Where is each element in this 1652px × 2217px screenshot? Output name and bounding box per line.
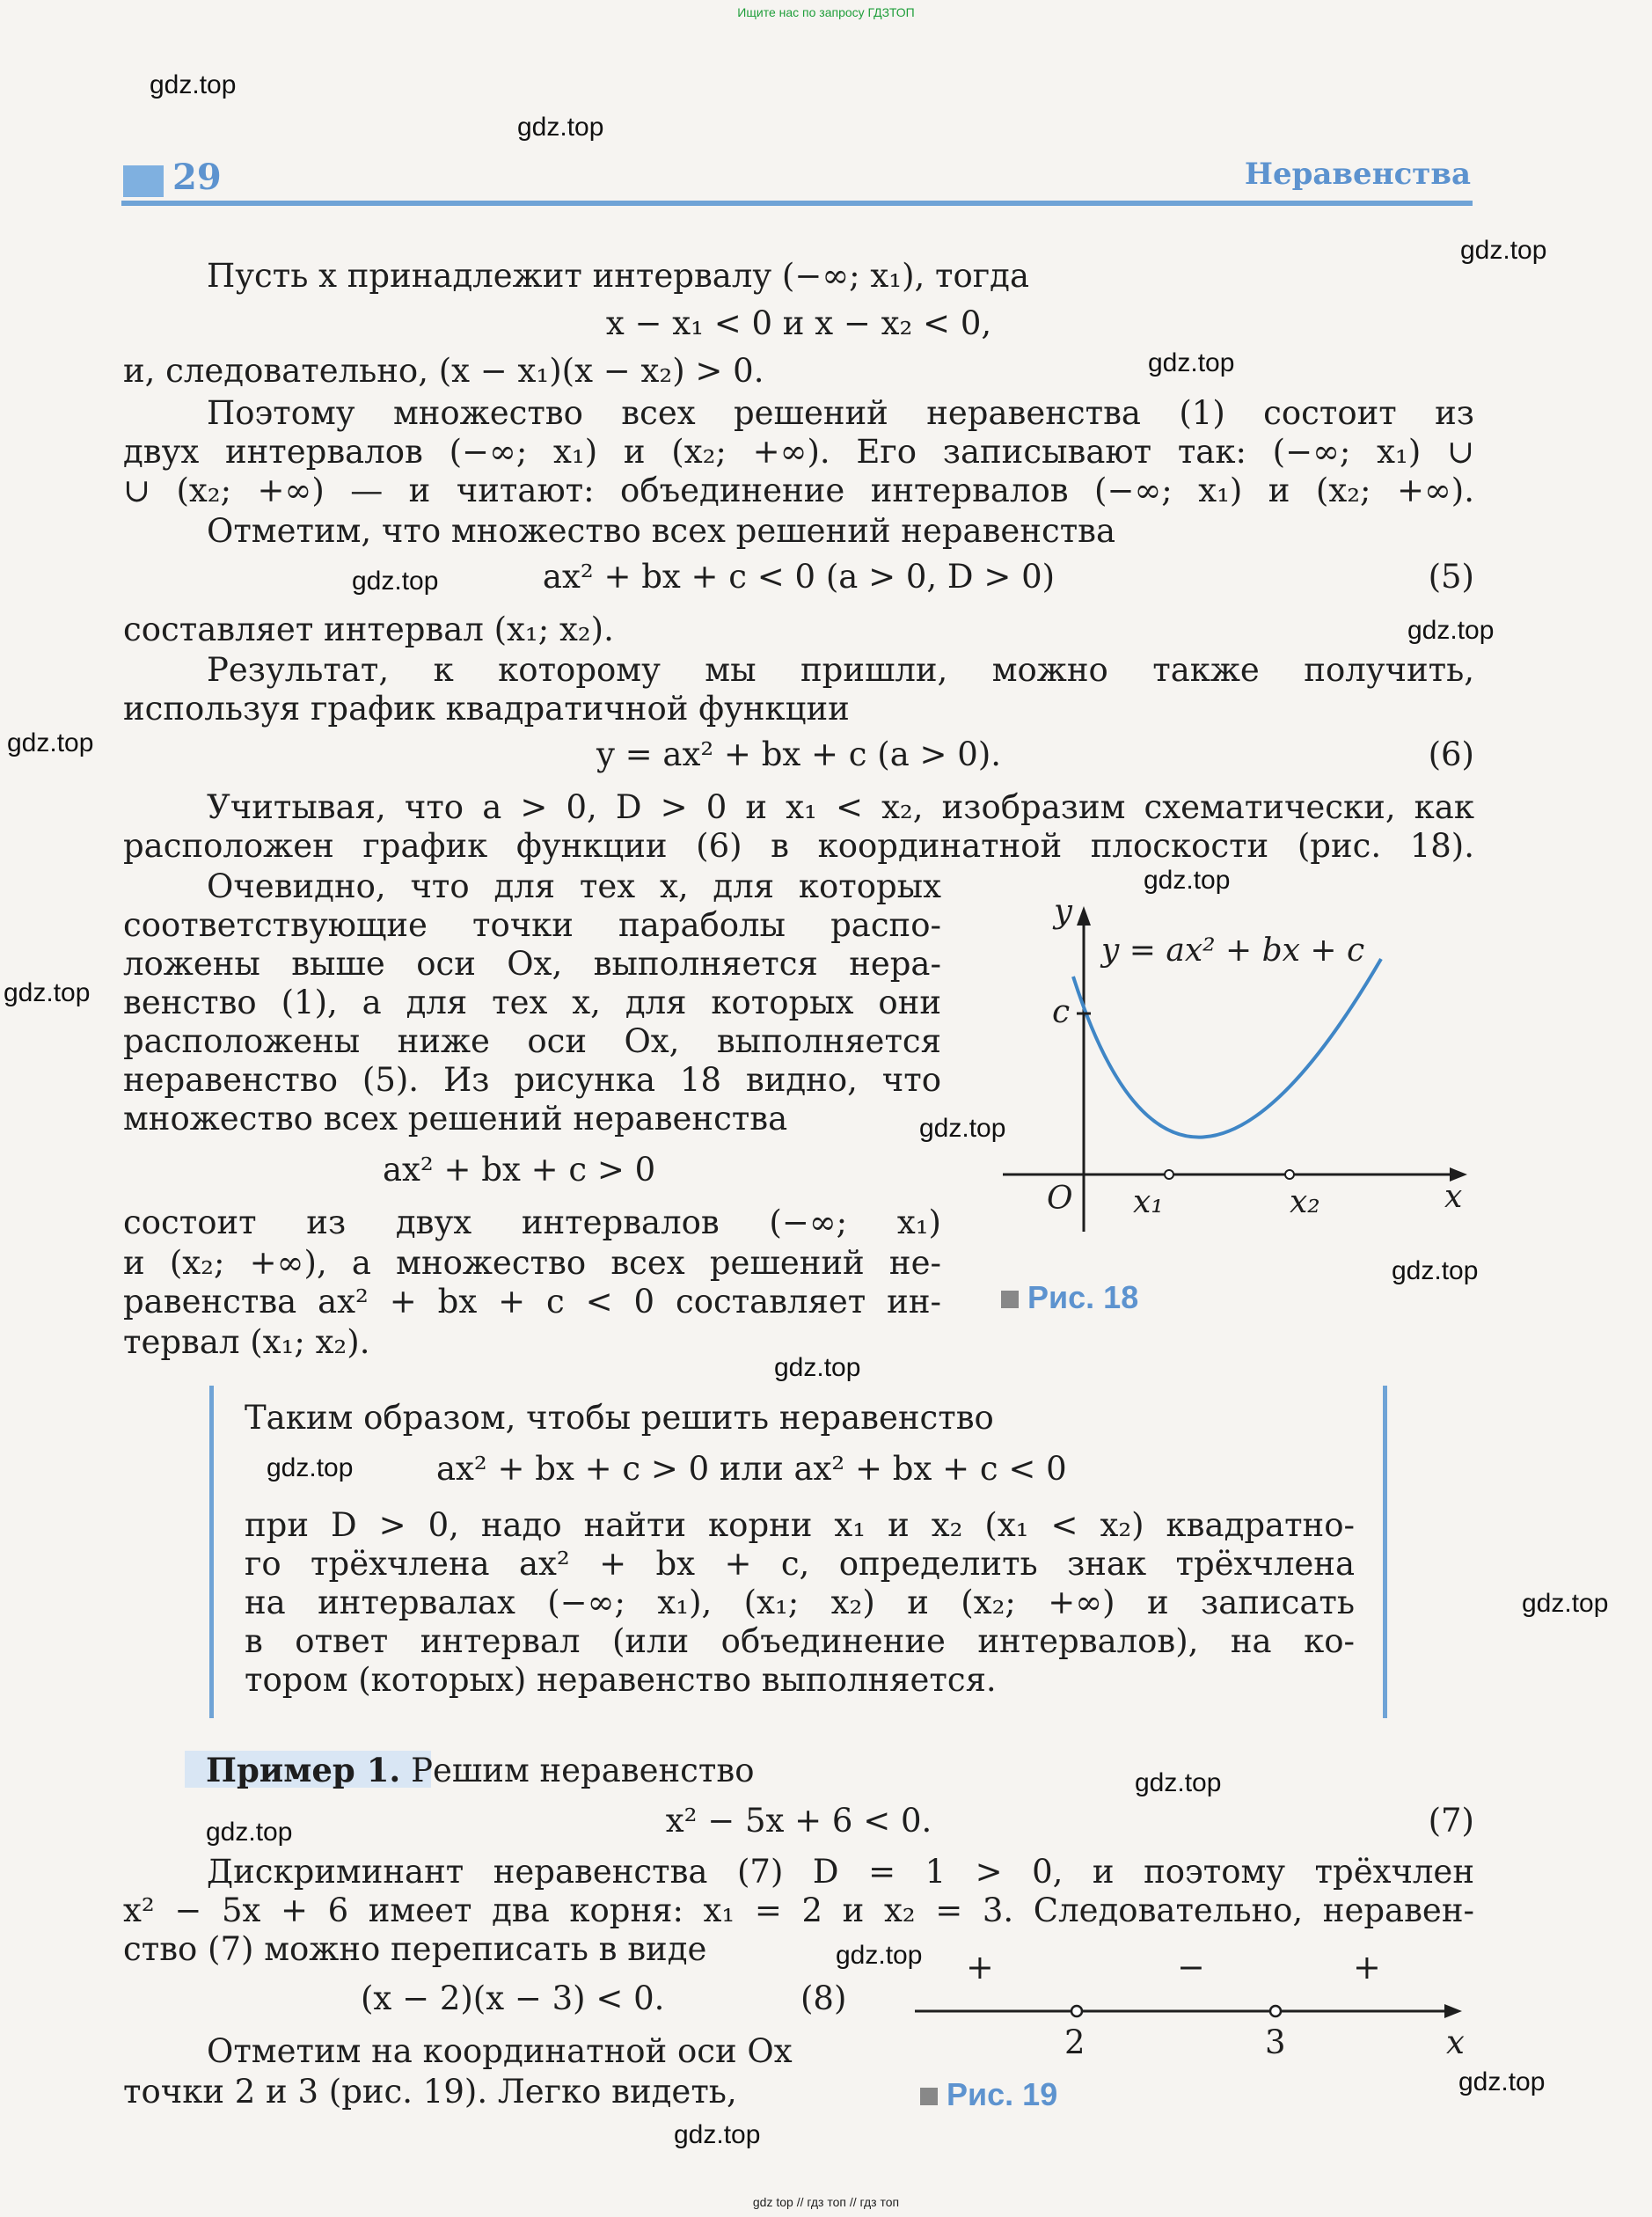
- fig18-x2-label: x₂: [1290, 1184, 1320, 1220]
- rule-text: тором (которых) неравенство выполняется.: [245, 1661, 997, 1699]
- text-line: двух интервалов (−∞; x₁) и (x₂; +∞). Его записывают так: (−∞; x₁) ∪: [123, 433, 1474, 471]
- page-badge: [123, 165, 164, 197]
- text-line: неравенство (5). Из рисунка 18 видно, что: [123, 1061, 941, 1099]
- point-2-circle: [1071, 2006, 1082, 2016]
- watermark: gdz.top: [774, 1353, 861, 1382]
- example-heading: [206, 1751, 1557, 1790]
- text-line: венство (1), а для тех x, для которых они: [123, 984, 941, 1021]
- parabola-curve: [1073, 959, 1381, 1138]
- page-number: 29: [172, 157, 222, 198]
- text-line: соответствующие точки параболы распо-: [123, 906, 941, 944]
- watermark: gdz.top: [1460, 236, 1547, 265]
- rule-box-left-border: [209, 1386, 214, 1718]
- axis-x-label: x: [1446, 2023, 1465, 2061]
- caption-square-icon: [920, 2088, 938, 2105]
- text-line: равенства ax² + bx + c < 0 составляет ин-: [123, 1283, 941, 1321]
- watermark: gdz.top: [836, 1941, 923, 1970]
- watermark: gdz.top: [206, 1818, 293, 1847]
- fig18-x1-label: x₁: [1133, 1184, 1164, 1220]
- text-line: ∪ (x₂; +∞) — и читают: объединение интервалов (−∞; x₁) и (x₂; +∞).: [123, 472, 1474, 509]
- text-line: составляет интервал (x₁; x₂).: [123, 611, 614, 648]
- watermark: gdz.top: [150, 70, 237, 99]
- text-line: состоит из двух интервалов (−∞; x₁): [123, 1204, 941, 1241]
- sign-minus: −: [1177, 1948, 1205, 1987]
- text-line: используя график квадратичной функции: [123, 690, 850, 728]
- formula-line: [361, 1979, 888, 2018]
- formula-8: (x − 2)(x − 3) < 0.: [361, 1979, 665, 2017]
- fig18-c-label: c: [1052, 994, 1071, 1030]
- top-banner: Ищите нас по запросу ГДЗТОП: [737, 5, 915, 19]
- watermark: gdz.top: [1407, 616, 1495, 645]
- point-3-circle: [1270, 2006, 1281, 2016]
- watermark: gdz.top: [267, 1453, 354, 1482]
- fig19-caption: Рис. 19: [920, 2076, 1057, 2113]
- formula-line: [123, 1802, 1474, 1840]
- watermark: gdz.top: [517, 113, 604, 142]
- formula-line: [123, 558, 1474, 596]
- fig18-origin-label: O: [1047, 1181, 1073, 1217]
- fig18-y-label: y: [1054, 892, 1072, 930]
- sign-plus-right: +: [1353, 1948, 1381, 1987]
- rule-formula: ax² + bx + c > 0 или ax² + bx + c < 0: [436, 1450, 1067, 1488]
- rule-text: на интервалах (−∞; x₁), (x₁; x₂) и (x₂; +∞) и записать: [245, 1584, 1355, 1621]
- equation-tag: (6): [1428, 735, 1474, 773]
- equation-tag: (5): [1428, 558, 1474, 596]
- rule-text: в ответ интервал (или объединение интервалов), на ко-: [245, 1622, 1355, 1660]
- rule-text: го трёхчлена ax² + bx + c, определить знак трёхчлена: [245, 1545, 1355, 1583]
- rule-text: при D > 0, надо найти корни x₁ и x₂ (x₁ < x₂) квадратно-: [245, 1506, 1355, 1544]
- watermark: gdz.top: [1148, 348, 1235, 377]
- figure-19-number-line: [906, 1985, 1469, 2038]
- header-rule: [121, 201, 1473, 206]
- example-intro: Решим неравенство: [411, 1752, 755, 1789]
- section-title: Неравенства: [1244, 157, 1471, 192]
- text-line: Пусть x принадлежит интервалу (−∞; x₁), тогда: [207, 257, 1030, 295]
- text-line: Учитывая, что a > 0, D > 0 и x₁ < x₂, изобразим схематически, как: [207, 788, 1474, 826]
- text-line: Результат, к которому мы пришли, можно также получить,: [207, 651, 1474, 689]
- text-line: ство (7) можно переписать в виде: [123, 1930, 707, 1968]
- point-2-label: 2: [1064, 2023, 1085, 2061]
- watermark: gdz.top: [674, 2120, 761, 2149]
- watermark: gdz.top: [1135, 1768, 1222, 1797]
- watermark: gdz.top: [919, 1114, 1006, 1143]
- formula-5: ax² + bx + c < 0 (a > 0, D > 0): [542, 558, 1056, 596]
- text-line: множество всех решений неравенства: [123, 1100, 788, 1138]
- formula-line: ax² + bx + c > 0: [383, 1151, 656, 1189]
- watermark: gdz.top: [7, 728, 94, 757]
- sign-plus-left: +: [966, 1948, 994, 1987]
- text-line: Отметим на координатной оси Ox: [207, 2032, 793, 2070]
- text-line: расположены ниже оси Ox, выполняется: [123, 1022, 941, 1060]
- fig18-formula: y = ax² + bx + c: [1101, 933, 1365, 969]
- text-line: Поэтому множество всех решений неравенства (1) состоит из: [207, 394, 1474, 432]
- formula-line: x − x₁ < 0 и x − x₂ < 0,: [605, 304, 992, 342]
- caption-square-icon: [1001, 1291, 1019, 1308]
- formula-line: [123, 735, 1474, 774]
- text-line: и (x₂; +∞), а множество всех решений не-: [123, 1244, 941, 1282]
- root-x2-point: [1285, 1170, 1294, 1179]
- example-label: Пример 1.: [206, 1751, 401, 1789]
- text-line: Дискриминант неравенства (7) D = 1 > 0, и поэтому трёхчлен: [207, 1853, 1474, 1891]
- fig18-caption: Рис. 18: [1001, 1279, 1138, 1316]
- rule-text: Таким образом, чтобы решить неравенство: [245, 1399, 994, 1437]
- fig18-x-label: x: [1444, 1179, 1463, 1215]
- formula-6: y = ax² + bx + c (a > 0).: [596, 735, 1002, 773]
- watermark: gdz.top: [1392, 1256, 1479, 1285]
- text-line: Отметим, что множество всех решений неравенства: [207, 512, 1116, 550]
- formula-7: x² − 5x + 6 < 0.: [665, 1802, 932, 1840]
- watermark: gdz.top: [1144, 866, 1231, 895]
- text-line: точки 2 и 3 (рис. 19). Легко видеть,: [123, 2073, 737, 2111]
- equation-tag: (8): [800, 1979, 847, 2017]
- text-line: x² − 5x + 6 имеет два корня: x₁ = 2 и x₂ = 3. Следовательно, неравен-: [123, 1891, 1474, 1929]
- text-line: ложены выше оси Ox, выполняется нера-: [123, 945, 941, 983]
- text-line: расположен график функции (6) в координатной плоскости (рис. 18).: [123, 827, 1474, 865]
- text-line: и, следовательно, (x − x₁)(x − x₂) > 0.: [123, 352, 764, 390]
- equation-tag: (7): [1428, 1802, 1474, 1840]
- y-axis-arrow-icon: [1077, 906, 1091, 926]
- text-line: Очевидно, что для тех x, для которых: [207, 867, 941, 905]
- watermark: gdz.top: [1458, 2067, 1546, 2096]
- footer-links[interactable]: gdz top // гдз топ // гдз топ: [752, 2195, 900, 2209]
- watermark: gdz.top: [4, 978, 91, 1007]
- watermark: gdz.top: [1522, 1589, 1609, 1618]
- point-3-label: 3: [1265, 2023, 1286, 2061]
- watermark: gdz.top: [352, 567, 439, 596]
- number-axis-arrow-icon: [1444, 2004, 1462, 2018]
- text-line: тервал (x₁; x₂).: [123, 1323, 370, 1361]
- root-x1-point: [1165, 1170, 1173, 1179]
